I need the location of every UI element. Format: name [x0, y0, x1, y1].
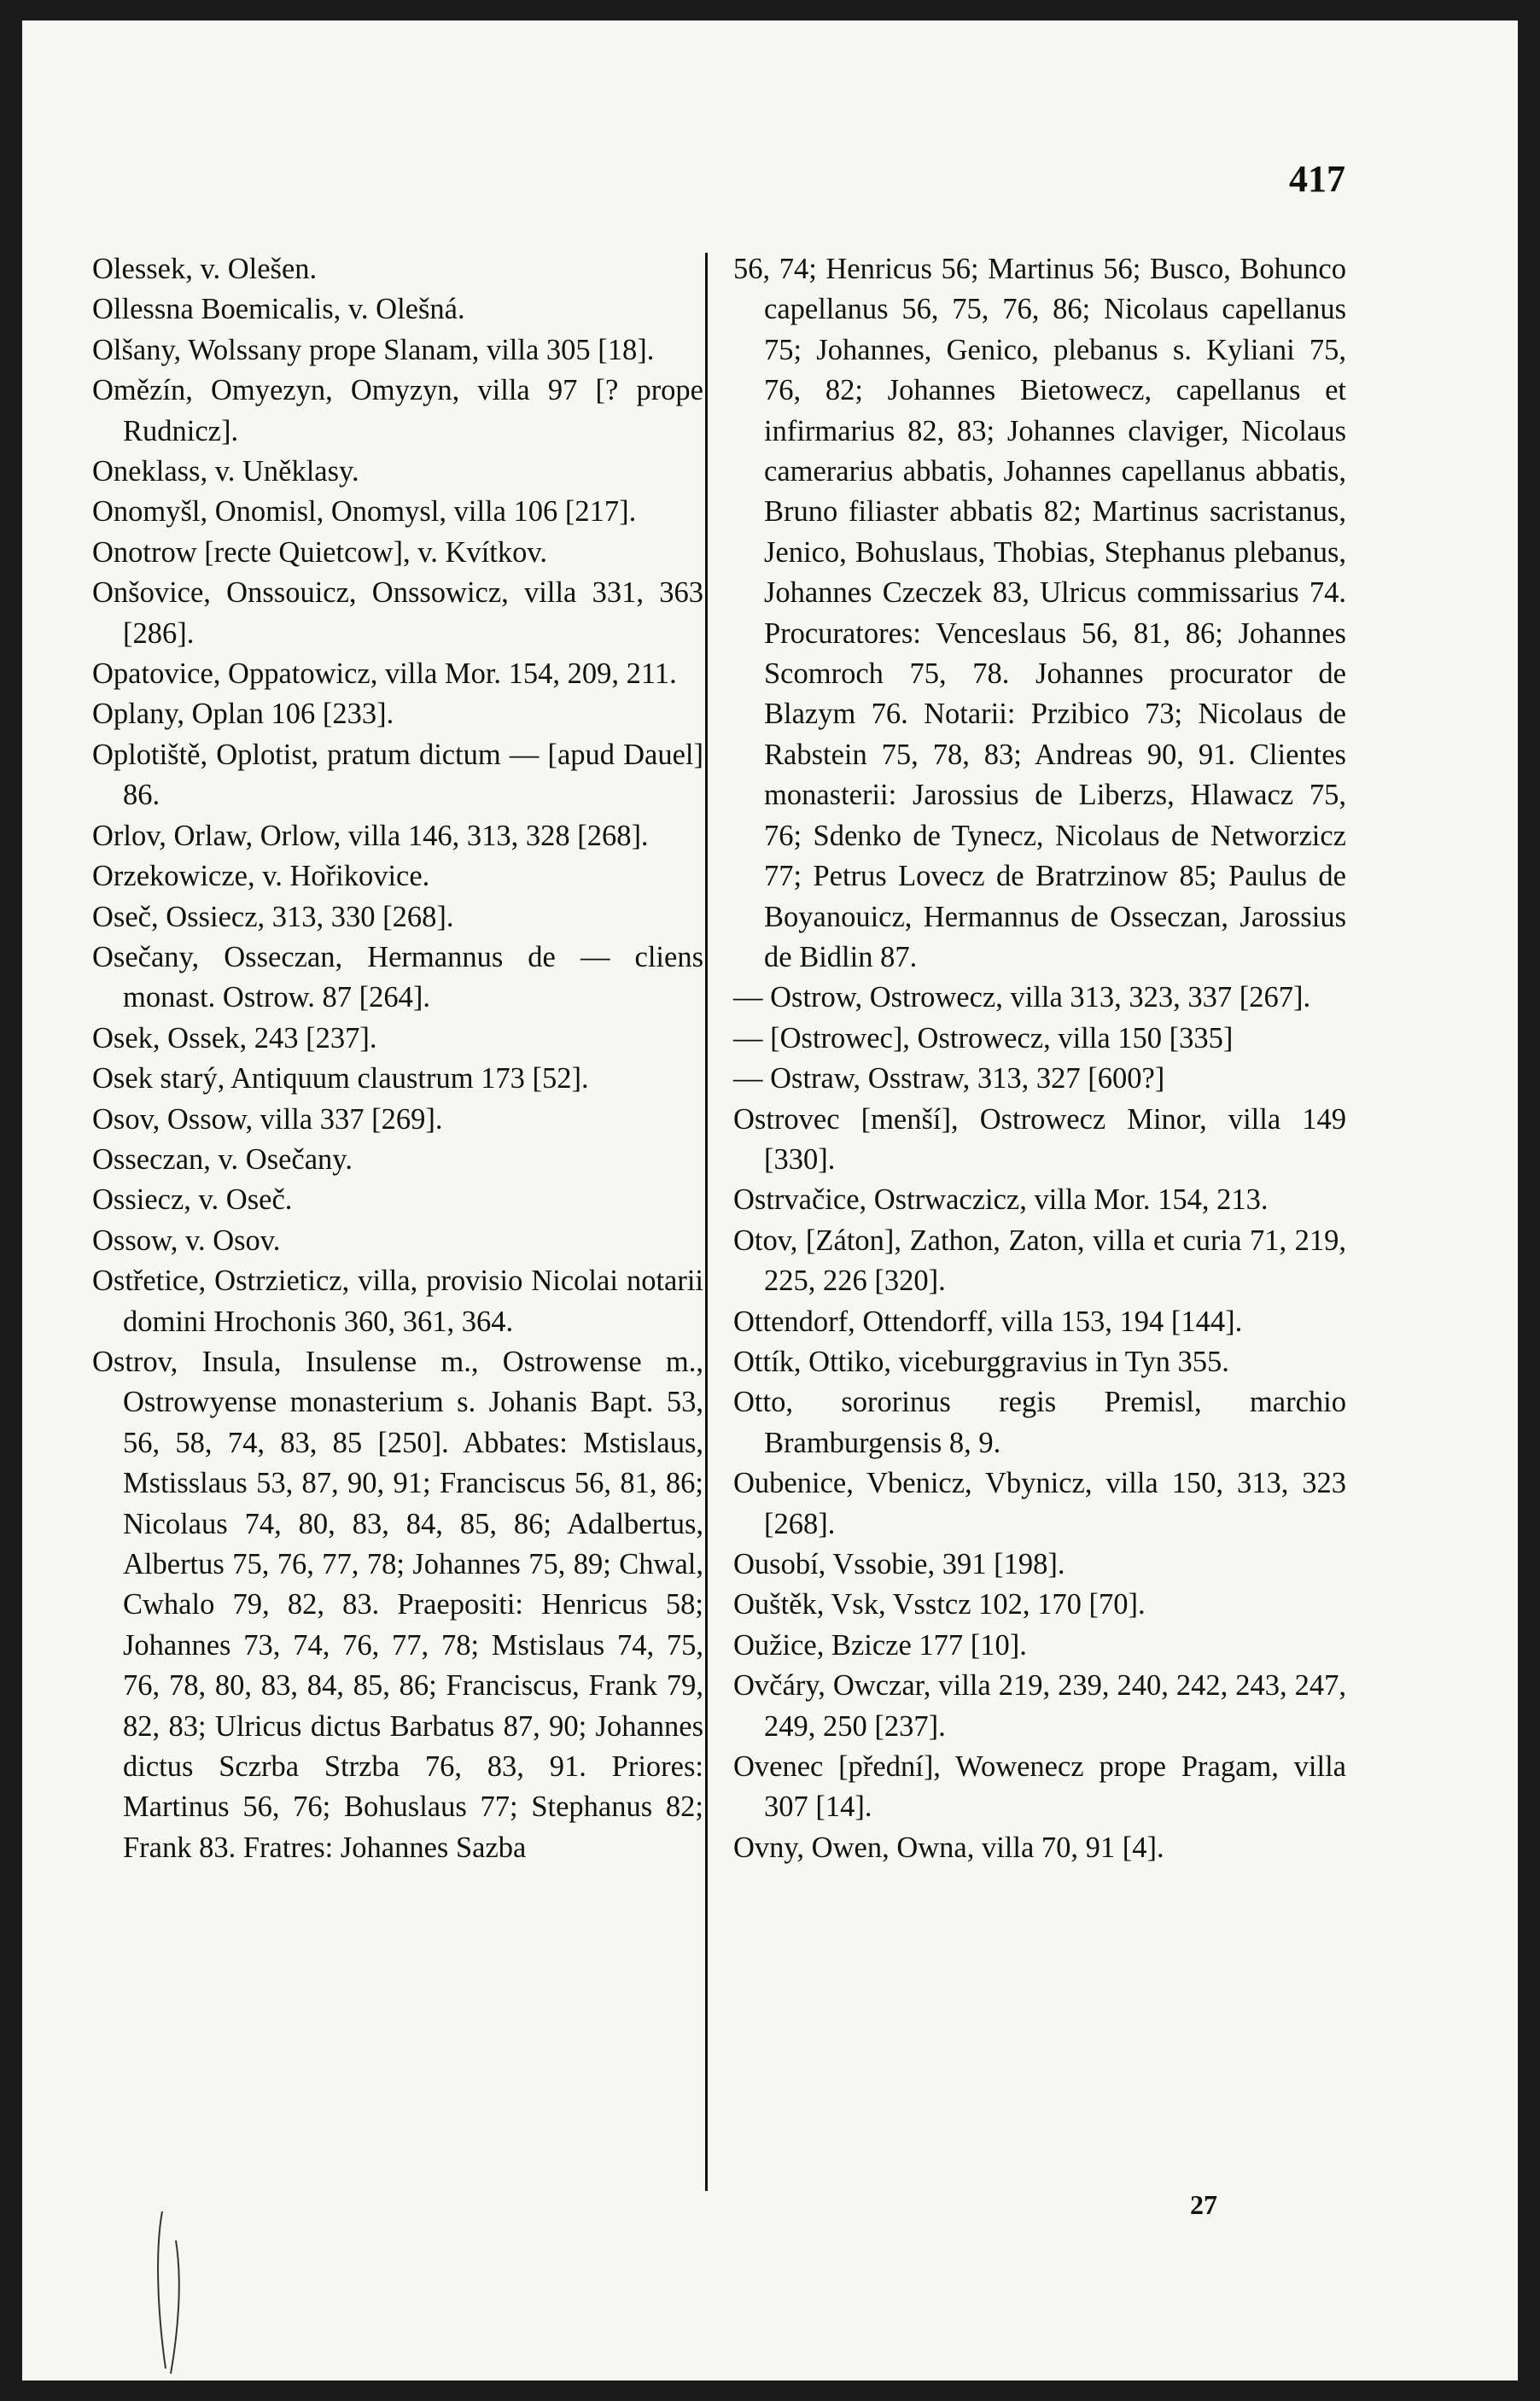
- index-entry: Ossow, v. Osov.: [92, 1224, 281, 1257]
- right-column: [733, 249, 1346, 1868]
- index-entry-continuation: 56, 74; Henricus 56; Martinus 56; Busco, Bohunco capellanus 56, 75, 76, 86; Nicolaus capellanus 75; Johannes, Genico, plebanus s. Kyliani 75, 76, 82; Johannes Bietowecz, capellanus et infirmarius 82, 83; Johannes claviger, Nicolaus camerarius abbatis, Johannes capellanus abbatis, Bruno filiaster abbatis 82; Martinus sacristanus, Jenico, Bohuslaus, Thobias, Stephanus plebanus, Johannes Czeczek 83, Ulricus commissarius 74. Procuratores: Venceslaus 56, 81, 86; Johannes Scomroch 75, 78. Johannes procurator de Blazym 76. Notarii: Przibico 73; Nicolaus de Rabstein 75, 78, 83; Andreas 90, 91. Clientes monasterii: Jarossius de Liberzs, Hlawacz 75, 76; Sdenko de Tynecz, Nicolaus de Networzicz 77; Petrus Lovecz de Bratrzinow 85; Paulus de Boyanouicz, Hermannus de Osseczan, Jarossius de Bidlin 87.: [733, 253, 1346, 973]
- index-entry: Osečany, Osseczan, Hermannus de — cliens monast. Ostrow. 87 [264].: [92, 940, 703, 1014]
- index-entry: — [Ostrowec], Ostrowecz, villa 150 [335]: [733, 1021, 1234, 1054]
- index-entry: Otto, sororinus regis Premisl, marchio Bramburgensis 8, 9.: [733, 1386, 1346, 1459]
- index-entry: Osek starý, Antiquum claustrum 173 [52].: [92, 1062, 589, 1095]
- index-entry: Opatovice, Oppatowicz, villa Mor. 154, 209, 211.: [92, 657, 677, 691]
- sheet-signature: 27: [1190, 2189, 1217, 2220]
- left-column: [92, 249, 703, 1868]
- index-entry: Oneklass, v. Uněklasy.: [92, 455, 359, 488]
- index-entry: Orzekowicze, v. Hořikovice.: [92, 860, 430, 893]
- margin-pencil-mark: [150, 2206, 193, 2377]
- index-entry: Onotrow [recte Quietcow], v. Kvítkov.: [92, 535, 547, 569]
- index-entry: Orlov, Orlaw, Orlow, villa 146, 313, 328 [268].: [92, 819, 649, 852]
- index-entry: Ovčáry, Owczar, villa 219, 239, 240, 242, 243, 247, 249, 250 [237].: [733, 1669, 1346, 1743]
- index-entry: Onomyšl, Onomisl, Onomysl, villa 106 [217].: [92, 495, 637, 529]
- scanned-page: [22, 20, 1518, 2381]
- page-number: 417: [1289, 158, 1345, 200]
- index-entry: Ossiecz, v. Oseč.: [92, 1183, 293, 1217]
- index-entry: Ousobí, Vssobie, 391 [198].: [733, 1548, 1065, 1580]
- index-entry: Osseczan, v. Osečany.: [92, 1142, 353, 1176]
- index-entry: Ostrovec [menší], Ostrowecz Minor, villa 149 [330].: [733, 1102, 1346, 1176]
- index-entry: Ostrov, Insula, Insulense m., Ostrowense m., Ostrowyense monasterium s. Johanis Bapt. 53, 56, 58, 74, 83, 85 [250]. Abbates: Mstislaus, Mstisslaus 53, 87, 90, 91; Franciscus 56, 81, 86; Nicolaus 74, 80, 83, 84, 85, 86; Adalbertus, Albertus 75, 76, 77, 78; Johannes 75, 89; Chwal, Cwhalo 79, 82, 83. Praepositi: Henricus 58; Johannes 73, 74, 76, 77, 78; Mstislaus 74, 75, 76, 78, 80, 83, 84, 85, 86; Franciscus, Frank 79, 82, 83; Ulricus dictus Barbatus 87, 90; Johannes dictus Sczrba Strzba 76, 83, 91. Priores: Martinus 56, 76; Bohuslaus 77; Stephanus 82; Frank 83. Fratres: Johannes Sazba: [92, 1345, 703, 1864]
- index-entry: Ovenec [přední], Wowenecz prope Pragam, villa 307 [14].: [733, 1750, 1346, 1824]
- index-entry: Omězín, Omyezyn, Omyzyn, villa 97 [? prope Rudnicz].: [92, 374, 703, 447]
- index-entry: Ouštěk, Vsk, Vsstcz 102, 170 [70].: [733, 1588, 1146, 1621]
- index-entry: Ostrvačice, Ostrwaczicz, villa Mor. 154, 213.: [733, 1183, 1269, 1217]
- index-entry: — Ostrow, Ostrowecz, villa 313, 323, 337 [267].: [733, 981, 1311, 1014]
- index-entry: Oubenice, Vbenicz, Vbynicz, villa 150, 313, 323 [268].: [733, 1467, 1346, 1540]
- column-divider: [705, 253, 708, 2191]
- index-entry: Olessek, v. Olešen.: [92, 253, 318, 285]
- index-entry: Oseč, Ossiecz, 313, 330 [268].: [92, 900, 454, 933]
- index-entry: — Ostraw, Osstraw, 313, 327 [600?]: [733, 1062, 1165, 1095]
- index-entry: Oplotiště, Oplotist, pratum dictum — [apud Dauel] 86.: [92, 738, 703, 812]
- index-entry: Onšovice, Onssouicz, Onssowicz, villa 331, 363 [286].: [92, 576, 703, 650]
- index-entry: Osek, Ossek, 243 [237].: [92, 1021, 377, 1054]
- index-entry: Osov, Ossow, villa 337 [269].: [92, 1102, 443, 1136]
- index-entry: Otov, [Záton], Zathon, Zaton, villa et curia 71, 219, 225, 226 [320].: [733, 1224, 1346, 1298]
- index-entry: Oužice, Bzicze 177 [10].: [733, 1628, 1027, 1662]
- index-entry: Oplany, Oplan 106 [233].: [92, 698, 394, 731]
- index-entry: Olšany, Wolssany prope Slanam, villa 305 [18].: [92, 333, 655, 366]
- index-entry: Ostřetice, Ostrzieticz, villa, provisio Nicolai notarii domini Hrochonis 360, 361, 364.: [92, 1265, 703, 1338]
- index-entry: Ottík, Ottiko, viceburggravius in Tyn 355.: [733, 1345, 1229, 1378]
- index-entry: Ottendorf, Ottendorff, villa 153, 194 [144].: [733, 1305, 1243, 1338]
- index-entry: Ovny, Owen, Owna, villa 70, 91 [4].: [733, 1831, 1164, 1864]
- index-entry: Ollessna Boemicalis, v. Olešná.: [92, 293, 465, 326]
